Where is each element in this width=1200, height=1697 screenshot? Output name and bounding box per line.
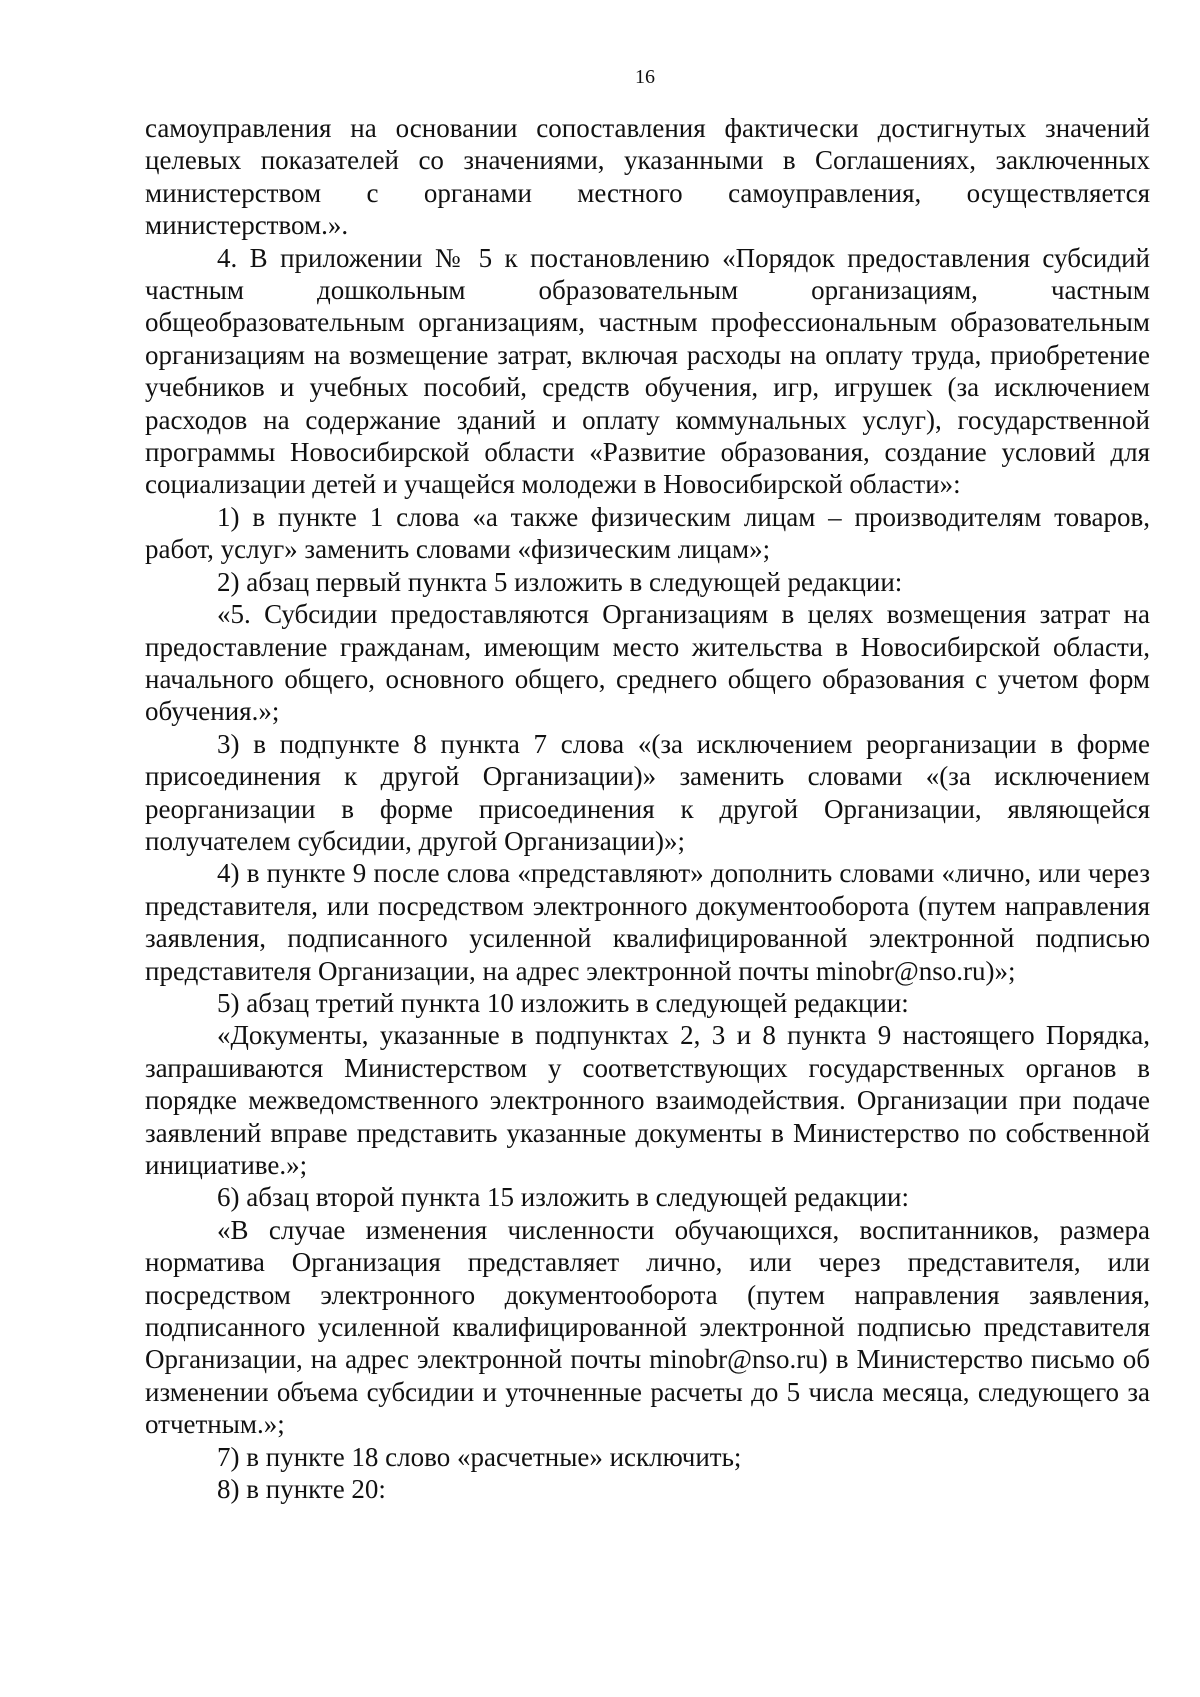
paragraph-subitem-6: 6) абзац второй пункта 15 изложить в следующей редакции: (217, 1182, 909, 1213)
paragraph-subitem-7: 7) в пункте 18 слово «расчетные» исключить; (217, 1441, 742, 1472)
paragraph-subitem-3: 3) в подпункте 8 пункта 7 слова «(за исключением реорганизации в форме присоединения к другой Организации)» заменить словами «(за исключением реорганизации в форме присоединения к другой Организации, являющейся получателем субсидии, другой Организации)»; (145, 728, 1150, 856)
paragraph-subitem-1: 1) в пункте 1 слова «а также физическим лицам – производителям товаров, работ, услуг» заменить словами «физическим лицам»; (145, 501, 1150, 565)
paragraph-subitem-8: 8) в пункте 20: (217, 1474, 386, 1505)
paragraph-continuation: самоуправления на основании сопоставления фактически достигнутых значений целевых показателей со значениями, указанными в Соглашениях, заключенных министерством с органами местного самоуправления, осуществляется министерством.». (145, 113, 1150, 241)
paragraph-quote-change: «В случае изменения численности обучающихся, воспитанников, размера норматива Организация представляет лично, или через представителя, или посредством электронного документооборота (путем направления заявления, подписанного усиленной квалифицированной электронной подписью представителя Организации, на адрес электронной почты minobr@nso.ru) в Министерство письмо об изменении объема субсидии и уточненные расчеты до 5 числа месяца, следующего за отчетным.»; (145, 1214, 1150, 1440)
paragraph-subitem-4: 4) в пункте 9 после слова «представляют» дополнить словами «лично, или через представителя, или посредством электронного документооборота (путем направления заявления, подписанного усиленной квалифицированной электронной подписью представителя Организации, на адрес электронной почты minobr@nso.ru)»; (145, 858, 1150, 986)
paragraph-subitem-2: 2) абзац первый пункта 5 изложить в следующей редакции: (217, 566, 903, 597)
paragraph-subitem-5: 5) абзац третий пункта 10 изложить в следующей редакции: (217, 987, 909, 1018)
paragraph-item-4: 4. В приложении № 5 к постановлению «Порядок предоставления субсидий частным дошкольным образовательным организациям, частным общеобразовательным организациям, частным профессиональным образовательным организациям на возмещение затрат, включая расходы на оплату труда, приобретение учебников и учебных пособий, средств обучения, игр, игрушек (за исключением расходов на содержание зданий и оплату коммунальных услуг), государственной программы Новосибирской области «Развитие образования, создание условий для социализации детей и учащейся молодежи в Новосибирской области»: (145, 242, 1150, 500)
paragraph-quote-documents: «Документы, указанные в подпунктах 2, 3 и 8 пункта 9 настоящего Порядка, запрашиваются Министерством у соответствующих государственных органов в порядке межведомственного электронного взаимодействия. Организации при подаче заявлений вправе представить указанные документы в Министерство по собственной инициативе.»; (145, 1020, 1150, 1180)
paragraph-quote-item-5: «5. Субсидии предоставляются Организациям в целях возмещения затрат на предоставление гражданам, имеющим место жительства в Новосибирской области, начального общего, основного общего, среднего общего образования с учетом форм обучения.»; (145, 599, 1150, 727)
page-number: 16 (635, 66, 655, 88)
document-body (145, 112, 1150, 1505)
